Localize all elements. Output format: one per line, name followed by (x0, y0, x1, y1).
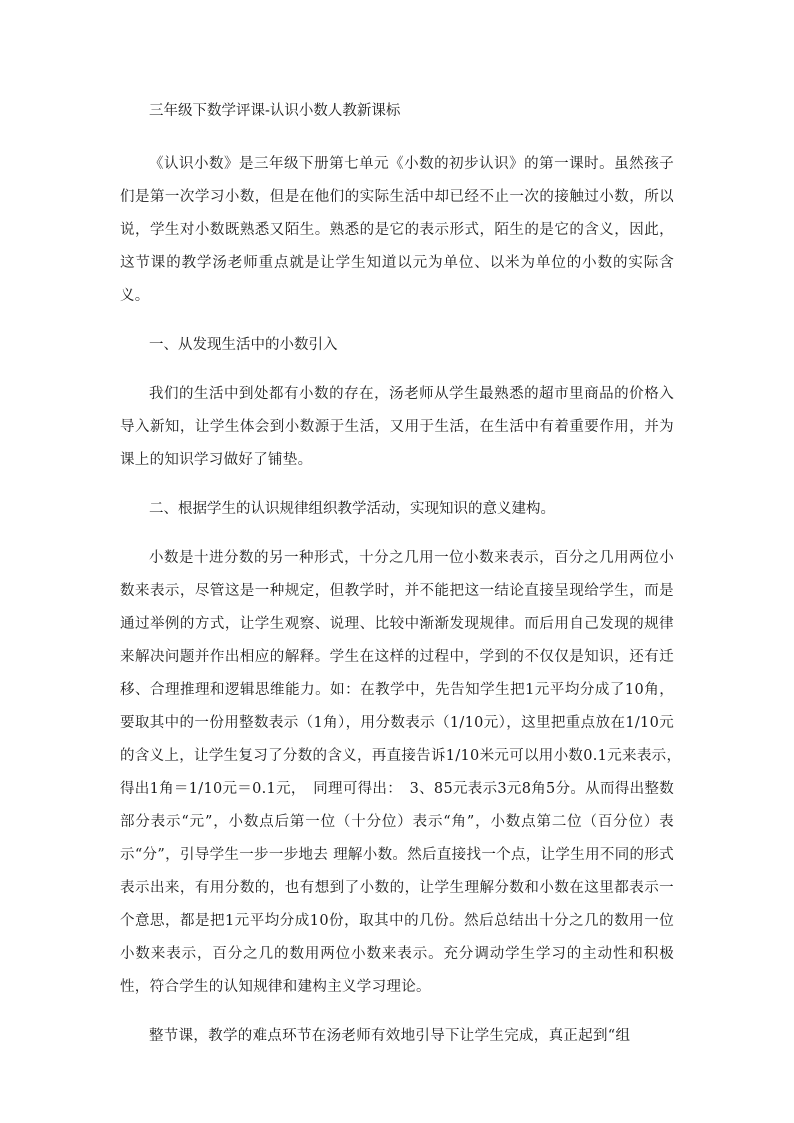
paragraph-section-1: 我们的生活中到处都有小数的存在，汤老师从学生最熟悉的超市里商品的价格入导入新知，让学生体会到小数源于生活，又用于生活，在生活中有着重要作用，并为课上的知识学习做好了铺垫。 (120, 386, 674, 468)
paragraph-intro: 《认识小数》是三年级下册第七单元《小数的初步认识》的第一课时。虽然孩子们是第一次学习小数，但是在他们的实际生活中却已经不止一次的接触过小数，所以说，学生对小数既熟悉又陌生。熟悉的是它的表示形式，陌生的是它的含义，因此，这节课的教学汤老师重点就是让学生知道以元为单位、以米为单位的小数的实际含义。 (120, 156, 674, 304)
document-title: 三年级下数学评课-认识小数人教新课标 (149, 103, 401, 119)
paragraph-section-2: 小数是十进分数的另一种形式，十分之几用一位小数来表示，百分之几用两位小数来表示，尽管这是一种规定，但教学时，并不能把这一结论直接呈现给学生，而是通过举例的方式，让学生观察、说理、比较中渐渐发现规律。而后用自己发现的规律来解决问题并作出相应的解释。学生在这样的过程中，学到的不仅仅是知识，还有迁移、合理推理和逻辑思维能力。如：在教学中，先告知学生把1元平均分成了10角，要取其中的一份用整数表示（1角），用分数表示（1/10元），这里把重点放在1/10元的含义上，让学生复习了分数的含义，再直接告诉1/10米元可以用小数0.1元来表示， 得出1角＝1/10元＝0.1元， 同理可得出： 3、85元表示3元8角5分。从而得出整数部分表示“元”，小数点后第一位（十分位）表示“角”，小数点第二位（百分位）表示“分”，引导学生一步一步地去 理解小数。然后直接找一个点，让学生用不同的形式表示出来，有用分数的，也有想到了小数的，让学生理解分数和小数在这里都表示一个意思，都是把1元平均分成10份，取其中的几份。然后总结出十分之几的数用一位小数来表示，百分之几的数用两位小数来表示。充分调动学生学习的主动性和积极性，符合学生的认知规律和建构主义学习理论。 (120, 550, 689, 995)
section-heading-1: 一、从发现生活中的小数引入 (149, 337, 338, 353)
paragraph-summary: 整节课，教学的难点环节在汤老师有效地引导下让学生完成，真正起到“组 (149, 1028, 631, 1044)
document-page (120, 94, 689, 1069)
section-heading-2: 二、根据学生的认识规律组织教学活动，实现知识的意义建构。 (149, 501, 555, 517)
